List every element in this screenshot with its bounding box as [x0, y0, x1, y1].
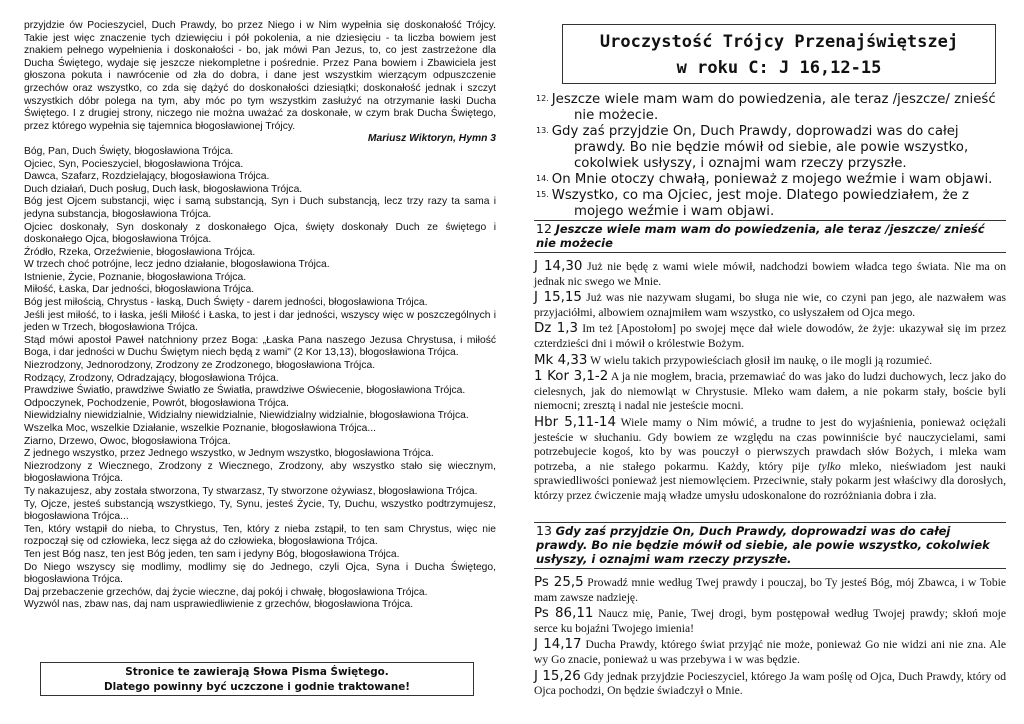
section-heading-text: Jeszcze wiele mam wam do powiedzenia, ale teraz /jeszcze/ znieść nie możecie [536, 222, 985, 250]
reference-label: Ps 86,11 [534, 606, 594, 622]
reference-label: Ps 25,5 [534, 575, 584, 590]
hymn-line: Rodzący, Zrodzony, Odradzający, błogosławiona Trójca. [24, 372, 279, 384]
notice-line: Stronice te zawierają Słowa Pisma Świętego. [125, 666, 389, 678]
hymn-line: Miłość, Łaska, Dar jedności, błogosławiona Trójca. [24, 284, 255, 296]
verse-text: Jeszcze wiele mam wam do powiedzenia, ale teraz /jeszcze/ znieść nie możecie. [551, 92, 996, 123]
notice-line: Dlatego powinny być uczczone i godnie traktowane! [103, 681, 411, 693]
hymn-line: Bóg jest Ojcem substancji, więc i samą substancją, Syn i Duch substancją, lecz trzy razy ta sama i jedyna substancja, błogosławiona Trójca. [24, 196, 496, 220]
cross-reference [534, 322, 1006, 351]
hymn-line: Bóg, Pan, Duch Święty, błogosławiona Trójca. [24, 145, 234, 157]
hymn-line: Wszelka Moc, wszelkie Działanie, wszelkie Poznanie, błogosławiona Trójca... [24, 423, 376, 434]
verse-number: 14. [536, 174, 549, 183]
intro-paragraph: przyjdzie ów Pocieszyciel, Duch Prawdy, bo przez Niego i w Nim wypełnia się doskonałość Trójcy. Takie jest więc znaczenie tych dziewięciu i pół pokolenia, a nie dziesięciu - ta liczba bowiem jest znakiem pełnego wypełnienia i doskonałości - bo, jak mówi Pan Jezus, to, co jest zastrzeżone dla Ducha Świętego, wydaje się jeszcze niekompletne i pośrednie. Przez Pana bowiem i Zbawiciela jest głoszona pokuta i nawrócenie od zła do dobra, i dane jest wszystkim wierzącym odpuszczenie grzechów oraz wszystko, co zda się dążyć do doskonałości dziesiątki; doskonałość jednak i szczyt wszystkich dóbr polega na tym, aby móc po tym wszystkim zasłużyć na otrzymanie łaski Ducha Świętego. I z drugiej strony, niczego nie można uważać za doskonałe, w czym brak Ducha Świętego, przez którego wypełnia się tajemnica błogosławionej Trójcy. [24, 20, 496, 132]
hymn-line: Ten jest Bóg nasz, ten jest Bóg jeden, ten sam i jedyny Bóg, błogosławiona Trójca. [24, 548, 400, 560]
cross-reference [534, 416, 1006, 504]
reference-text: W wielu takich przypowieściach głosił im naukę, o ile mogli ją rozumieć. [590, 353, 933, 367]
cross-reference [534, 607, 1006, 636]
page-subtitle: w roku C: J 16,12-15 [676, 58, 882, 78]
hymn-line: Ten, który wstąpił do nieba, to Chrystus, Ten, który z nieba zstąpił, to ten sam Chrystus, więc nie rozpoczął się od człowieka, lecz sięga aż do człowieka, błogosławiona Trójca. [24, 523, 496, 548]
reference-label: J 15,15 [534, 290, 582, 306]
hymn [24, 146, 496, 612]
hymn-line: Jeśli jest miłość, to i łaska, jeśli Miłość i Łaska, to jest i dar jedności, wszyscy więc w poszczególnych i jeden w Trzech, błogosławiona Trójca. [24, 309, 496, 334]
cross-reference [534, 638, 1006, 667]
reference-label: Dz 1,3 [534, 321, 579, 337]
hymn-line: Ty, Ojcze, jesteś substancją wszystkiego, Ty, Synu, jesteś Życie, Ty, Duchu, wszystko podtrzymujesz, błogosławiona Trójca... [24, 498, 496, 523]
hymn-line: Wyzwól nas, zbaw nas, daj nam usprawiedliwienie z grzechów, błogosławiona Trójca. [24, 599, 414, 611]
reference-label: J 14,30 [534, 259, 583, 274]
left-column [24, 20, 496, 612]
reference-text: Wiele mamy o Nim mówić, a trudne to jest do wyjaśnienia, ponieważ ociężali jesteście w słuchaniu. Gdy bowiem ze względu na czas powinniście być nauczycielami, sami potrzebujecie kogoś, kto by was pouczył o pierwszych prawdach słów Bożych, i mleka wam potrzeba, a nie stałego pokarmu. Każdy, który pije [534, 415, 1006, 473]
reference-emphasis: tylko [818, 459, 841, 473]
cross-reference [534, 670, 1006, 699]
verse-number: 13. [536, 126, 549, 135]
verse [534, 92, 1006, 124]
reference-label: 1 Kor 3,1-2 [534, 369, 609, 385]
section-heading-12 [534, 220, 1006, 253]
reference-text: A ja nie mogłem, bracia, przemawiać do was jako do ludzi duchowych, lecz jako do cielesnych, jak do niemowląt w Chrystusie. Mleko wam dałem, a nie pokarm stały, boście byli niemocni; zresztą i nadal nie jesteście mocni. [534, 370, 1006, 413]
hymn-line: Istnienie, Życie, Poznanie, błogosławiona Trójca. [24, 271, 247, 283]
verse-number: 15. [536, 190, 549, 199]
reference-label: J 15,26 [534, 668, 581, 684]
hymn-line: Ojciec doskonały, Syn doskonały z doskonałego Ojca, święty doskonały Duch ze świętego i doskonałego Ojca, błogosławiona Trójca. [24, 221, 496, 246]
section-number: 13 [536, 523, 552, 538]
hymn-line: Dawca, Szafarz, Rozdzielający, błogosławiona Trójca. [24, 171, 270, 183]
verse-number: 12. [536, 94, 549, 103]
reference-text: mleko, nieświadom jest nauki sprawiedliwości ponieważ jest niemowlęciem. Przeciwnie, stały pokarm jest właściwy dla dorosłych, którzy przez ćwiczenie mają władze umysłu udoskonalone do rozróżniania dobra i zła. [534, 459, 1006, 502]
cross-reference [534, 370, 1006, 414]
hymn-line: Ziarno, Drzewo, Owoc, błogosławiona Trójca. [24, 435, 231, 447]
hymn-line: Daj przebaczenie grzechów, daj życie wieczne, daj pokój i chwałę, błogosławiona Trójca. [24, 586, 428, 598]
hymn-line: Ojciec, Syn, Pocieszyciel, błogosławiona Trójca. [24, 158, 244, 170]
reference-text: Naucz mię, Panie, Twej drogi, bym postępował według Twojej prawdy; skłoń moje serce ku bojaźni Twojego imienia! [534, 607, 1006, 635]
verse-text: Gdy zaś przyjdzie On, Duch Prawdy, doprowadzi was do całej prawdy. Bo nie będzie mówił od siebie, ale powie wszystko, cokolwiek usłyszy, i oznajmi wam rzeczy przyszłe. [551, 124, 969, 171]
hymn-line: Źródło, Rzeka, Orzeźwienie, błogosławiona Trójca. [24, 246, 256, 258]
hymn-line: Ty nakazujesz, aby została stworzona, Ty stwarzasz, Ty stworzone ożywiasz, błogosławiona Trójca. [24, 485, 478, 497]
hymn-line: Bóg jest miłością, Chrystus - łaską, Duch Święty - darem jedności, błogosławiona Trójca. [24, 297, 428, 309]
verse [534, 124, 1006, 172]
hymn-line: Odpoczynek, Pochodzenie, Powrót, błogosławiona Trójca. [24, 397, 290, 409]
reference-text: Ducha Prawdy, którego świat przyjąć nie może, ponieważ Go nie widzi ani nie zna. Ale wy Go znacie, ponieważ u was przebywa i w was będzie. [534, 638, 1006, 666]
reference-text: Już nie będę z wami wiele mówił, nadchodzi bowiem władca tego świata. Nie ma on jednak nic swego we Mnie. [534, 260, 1006, 288]
hymn-line: Niewidzialny niewidzialnie, Widzialny niewidzialnie, Niewidzialny widzialnie, błogosławiona Trójca. [24, 410, 469, 422]
section-heading-text: Gdy zaś przyjdzie On, Duch Prawdy, doprowadzi was do całej prawdy. Bo nie będzie mówił od siebie, ale powie wszystko, cokolwiek usłyszy, i oznajmi wam rzeczy przyszłe. [536, 524, 990, 566]
section-number: 12 [536, 221, 552, 236]
hymn-line: Z jednego wszystko, przez Jednego wszystko, w Jednym wszystko, błogosławiona Trójca. [24, 448, 434, 460]
reference-text: Gdy jednak przyjdzie Pocieszyciel, którego Ja wam poślę od Ojca, Duch Prawdy, który od Ojca pochodzi, On będzie świadczył o Mnie. [534, 669, 1006, 698]
reference-label: J 14,17 [534, 637, 582, 653]
verse-text: Wszystko, co ma Ojciec, jest moje. Dlatego powiedziałem, że z mojego weźmie i wam objawi. [551, 188, 969, 219]
reference-text: Już was nie nazywam sługami, bo sługa nie wie, co czyni pan jego, ale nazwałem was przyjaciółmi, albowiem oznajmiłem wam wszystko, co usłyszałem od Ojca mego. [534, 291, 1006, 319]
title-box [562, 24, 996, 84]
hymn-line: Prawdziwe Światło, prawdziwe Światło ze Światła, prawdziwe Oświecenie, błogosławiona Trójca. [24, 385, 466, 397]
reference-text: Im też [Apostołom] po swojej męce dał wiele dowodów, że żyje: ukazywał się im przez czterdzieści dni i mówił o królestwie Bożym. [534, 322, 1006, 350]
scripture-notice-box [40, 662, 474, 696]
cross-reference [534, 291, 1006, 320]
cross-reference [534, 260, 1006, 289]
cross-reference [534, 576, 1006, 605]
section-heading-13 [534, 522, 1006, 569]
gospel-reading [534, 92, 1006, 220]
verse [534, 188, 1006, 220]
reference-label: Mk 4,33 [534, 352, 588, 368]
attribution: Mariusz Wiktoryn, Hymn 3 [367, 133, 496, 145]
reference-text: Prowadź mnie według Twej prawdy i pouczaj, bo Ty jesteś Bóg, mój Zbawca, i w Tobie mam zawsze nadzieję. [534, 576, 1006, 604]
hymn-line: W trzech choć potrójne, lecz jedno działanie, błogosławiona Trójca. [24, 259, 330, 271]
hymn-line: Niezrodzony, Jednorodzony, Zrodzony ze Zrodzonego, błogosławiona Trójca. [24, 360, 376, 372]
cross-reference [534, 354, 1006, 369]
hymn-line: Duch działań, Duch posług, Duch łask, błogosławiona Trójca. [24, 183, 303, 195]
page-title: Uroczystość Trójcy Przenajświętszej [599, 32, 959, 52]
reference-label: Hbr 5,11-14 [534, 414, 616, 430]
hymn-line: Niezrodzony z Wiecznego, Zrodzony z Wiecznego, Zrodzony, aby wszystko stało się wiecznym, błogosławiona Trójca. [24, 460, 496, 485]
section-body-13 [534, 576, 1006, 701]
verse [534, 172, 1006, 188]
section-body-12 [534, 260, 1006, 506]
hymn-line: Stąd mówi apostoł Paweł natchniony przez Boga: „Łaska Pana naszego Jezusa Chrystusa, i miłość Boga, i dar jedności w Duchu Świętym niech będą z wami" (2 Kor 13,13), błogosławiona Trójca. [24, 334, 496, 359]
hymn-line: Do Niego wszyscy się modlimy, modlimy się do Jednego, czyli Ojca, Syna i Ducha Świętego, błogosławiona Trójca. [24, 561, 496, 586]
verse-text: On Mnie otoczy chwałą, ponieważ z mojego weźmie i wam objawi. [551, 172, 993, 187]
